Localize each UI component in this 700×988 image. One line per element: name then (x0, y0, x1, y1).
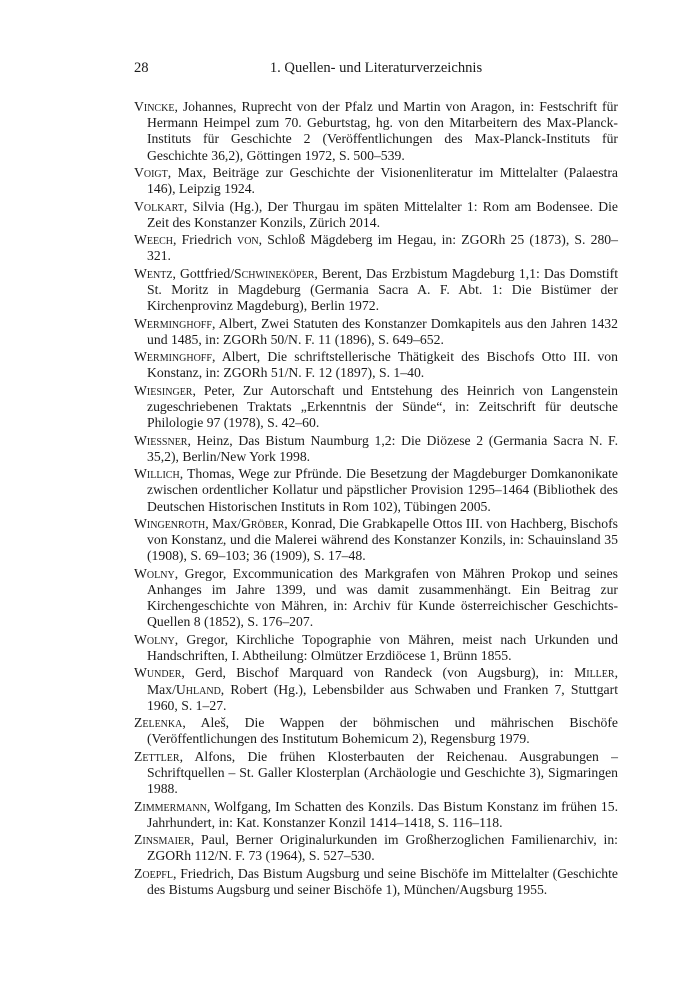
author-name: Wunder (134, 665, 182, 681)
bibliography-entry (134, 715, 618, 747)
bibliography-list (134, 99, 618, 899)
entry-text: , Robert (Hg.), Lebensbilder aus Schwaben und Franken 7, Stuttgart 1960, S. 1–27. (147, 681, 618, 713)
entry-text: , Gottfried/ (172, 265, 235, 281)
entry-text: , Konrad, Die Grabkapelle Ottos III. von Hachberg, Bischofs von Konstanz, und die Malerei während des Konstanzer Konzils, in: Schauinsland 35 (1908), S. 69–103; 36 (1909), S. 17–48. (147, 515, 618, 564)
entry-text: , Johannes, Ruprecht von der Pfalz und Martin von Aragon, in: Festschrift für Hermann Heimpel zum 70. Geburtstag, hg. von den Mitarbeitern des Max-Planck-Instituts für Geschichte 2 (Veröffentlichungen des Max-Planck-Instituts für Geschichte 36,2), Göttingen 1972, S. 500–539. (147, 99, 618, 163)
bibliography-entry (134, 749, 618, 798)
author-name: Zimmermann (134, 798, 207, 814)
entry-text: , Max/ (205, 515, 242, 531)
author-name: Gröber (241, 515, 285, 531)
bibliography-entry (134, 566, 618, 631)
author-name: Zinsmaier (134, 832, 191, 848)
entry-text: , Albert, Die schriftstellerische Thätigkeit des Bischofs Otto III. von Konstanz, in: ZGORh 51/N. F. 12 (1897), S. 1–40. (147, 349, 618, 381)
author-name: Zoepfl (134, 865, 173, 881)
author-name: Vincke (134, 99, 175, 114)
entry-text: , Gregor, Kirchliche Topographie von Mähren, meist nach Urkunden und Handschriften, I. Abtheilung: Olmützer Erzdiöcese 1, Brünn 1855. (147, 631, 618, 663)
author-name: Werminghoff (134, 349, 212, 365)
author-name: Wolny (134, 565, 175, 581)
bibliography-entry (134, 349, 618, 381)
bibliography-entry (134, 199, 618, 231)
author-name: von (236, 232, 259, 248)
bibliography-entry (134, 799, 618, 831)
author-name: Zelenka (134, 715, 183, 731)
entry-text: , Friedrich (173, 232, 237, 248)
running-head: 1. Quellen- und Literaturverzeichnis (269, 60, 483, 76)
bibliography-entry (134, 832, 618, 864)
entry-text: , Max, Beiträge zur Geschichte der Visionenliteratur im Mittelalter (Palaestra 146), Leipzig 1924. (147, 165, 618, 197)
entry-text: , Thomas, Wege zur Pfründe. Die Besetzung der Magdeburger Domkanonikate zwischen ordentlicher Kollatur und päpstlicher Provision 1295–1464 (Bibliothek des Deutschen Historischen Instituts in Rom 102), Tübingen 2005. (147, 466, 618, 514)
author-name: Uhland (175, 681, 221, 697)
entry-text: , Aleš, Die Wappen der böhmischen und mährischen Bischöfe (Veröffentlichungen des Institutum Bohemicum 2), Regensburg 1979. (147, 715, 618, 747)
bibliography-entry (134, 232, 618, 264)
entry-text: , Peter, Zur Autorschaft und Entstehung des Heinrich von Langenstein zugeschriebenen Traktats „Erkenntnis der Sünde“, in: Zeitschrift für deutsche Philologie 97 (1978), S. 42–60. (147, 382, 618, 431)
entry-text: , Max/ (147, 665, 618, 697)
entry-text: , Paul, Berner Originalurkunden im Großherzoglichen Familienarchiv, in: ZGORh 112/N. F. 73 (1964), S. 527–530. (147, 832, 618, 864)
author-name: Wiesinger (134, 382, 193, 398)
entry-text: , Heinz, Das Bistum Naumburg 1,2: Die Diözese 2 (Germania Sacra N. F. 35,2), Berlin/New York 1998. (147, 432, 618, 464)
bibliography-entry (134, 516, 618, 565)
entry-text: , Silvia (Hg.), Der Thurgau im späten Mittelalter 1: Rom am Bodensee. Die Zeit des Konstanzer Konzils, Zürich 2014. (147, 198, 618, 230)
bibliography-entry (134, 866, 618, 898)
bibliography-entry (134, 632, 618, 664)
author-name: Wolny (134, 631, 175, 647)
bibliography-entry (134, 165, 618, 197)
entry-text: , Schloß Mägdeberg im Hegau, in: ZGORh 25 (1873), S. 280–321. (147, 232, 618, 264)
author-name: Wingenroth (134, 515, 206, 531)
page-header (134, 60, 618, 82)
author-name: Volkart (134, 198, 184, 214)
entry-text: , Friedrich, Das Bistum Augsburg und seine Bischöfe im Mittelalter (Geschichte des Bistums Augsburg und seiner Bischöfe 1), München/Augsburg 1955. (147, 865, 618, 897)
entry-text: , Alfons, Die frühen Klosterbauten der Reichenau. Ausgrabungen – Schriftquellen – St. Galler Klosterplan (Archäologie und Geschichte 3), Sigmaringen 1988. (147, 748, 618, 797)
author-name: Werminghoff (134, 315, 212, 331)
page-number: 28 (134, 60, 149, 76)
bibliography-entry (134, 466, 618, 515)
bibliography-entry (134, 383, 618, 432)
bibliography-entry (134, 665, 618, 714)
entry-text: , Gerd, Bischof Marquard von Randeck (von Augsburg), in: (181, 665, 575, 681)
bibliography-entry (134, 316, 618, 348)
bibliography-entry (134, 99, 618, 164)
author-name: Zettler (134, 748, 180, 764)
entry-text: , Albert, Zwei Statuten des Konstanzer Domkapitels aus den Jahren 1432 und 1485, in: ZGORh 50/N. F. 11 (1896), S. 649–652. (147, 315, 618, 347)
author-name: Willich (134, 466, 180, 482)
entry-text: , Wolfgang, Im Schatten des Konzils. Das Bistum Konstanz im frühen 15. Jahrhundert, in: Kat. Konstanzer Konzil 1414–1418, S. 116–118. (147, 798, 618, 830)
entry-text: , Gregor, Excommunication des Markgrafen von Mähren Prokop und seines Anhanges im Jahre 1399, und was damit zusammenhängt. Ein Beitrag zur Kirchengeschichte von Mähren, in: Archiv für Kunde österreichischer Geschichts-Quellen 8 (1852), S. 176–207. (147, 565, 618, 630)
author-name: Wentz (134, 265, 173, 281)
author-name: Weech (134, 232, 174, 248)
author-name: Voigt (134, 165, 168, 180)
author-name: Miller (574, 665, 615, 681)
bibliography-entry (134, 266, 618, 315)
entry-text: , Berent, Das Erzbistum Magdeburg 1,1: Das Domstift St. Moritz in Magdeburg (Germania Sacra A. F. Abt. 1: Die Bistümer der Kirchenprovinz Magdeburg), Berlin 1972. (147, 265, 618, 314)
author-name: Schwineköper (234, 265, 315, 281)
author-name: Wiessner (134, 432, 188, 448)
bibliography-entry (134, 433, 618, 465)
